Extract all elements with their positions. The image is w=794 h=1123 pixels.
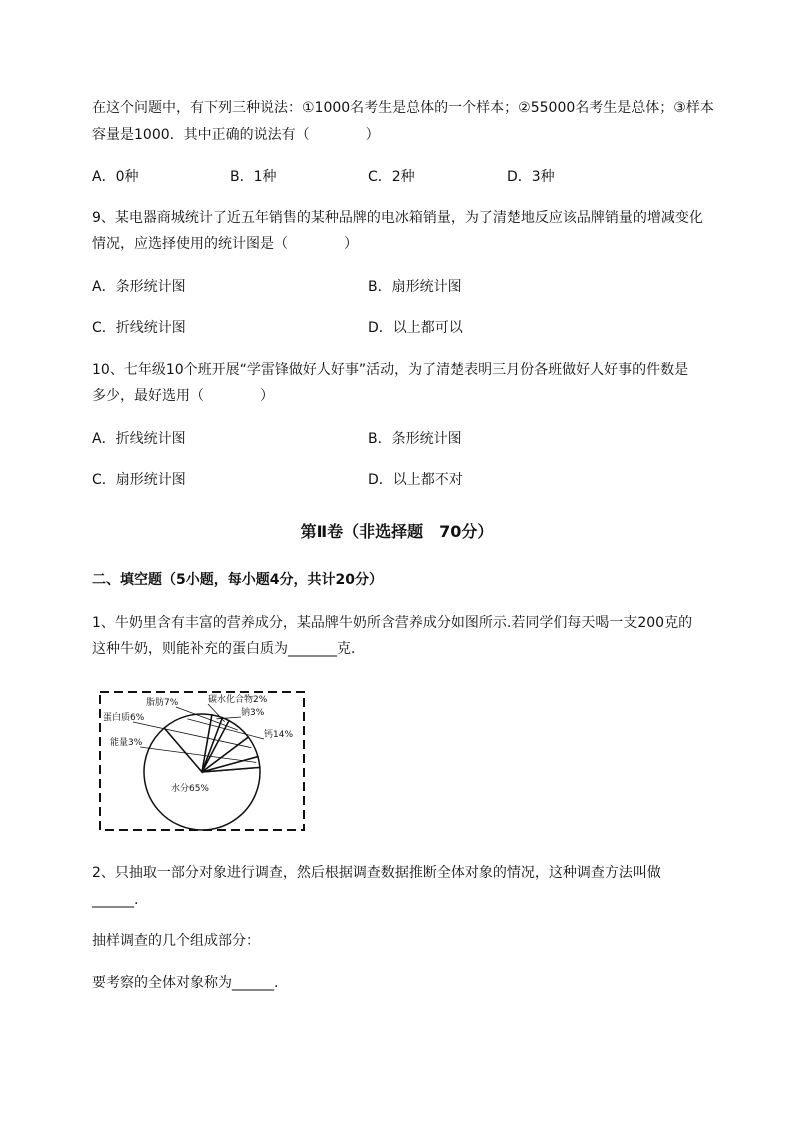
f1-text-line2: 这种牛奶，则能补充的蛋白质为_______克． [92, 641, 365, 657]
q8-option-c: C．2种 [368, 169, 415, 185]
f2-text-line1: 2、只抽取一部分对象进行调查，然后根据调查数据推断全体对象的情况，这种调查方法叫做 [92, 865, 661, 881]
q8-option-a: A．0种 [92, 169, 139, 185]
q8-option-d: D．3种 [507, 169, 555, 185]
pie-slice-label: 脂肪7% [146, 698, 179, 708]
pie-slice-label: 碳水化合物2% [208, 695, 268, 705]
q10-text-line2: 多少，最好选用（ ） [92, 388, 274, 404]
q9-text-line1: 9、某电器商城统计了近五年销售的某种品牌的电冰箱销量，为了清楚地反应该品牌销量的增减变化 [92, 210, 703, 226]
pie-slice-label: 钙14% [264, 730, 294, 740]
section-title: 第Ⅱ卷（非选择题 70分） [300, 522, 494, 541]
q8-text-line1: 在这个问题中，有下列三种说法：①1000名考生是总体的一个样本；②55000名考生是总体；③样本 [92, 100, 714, 116]
pie-slice-label: 钠3% [241, 708, 265, 718]
q9-option-b: B．扇形统计图 [368, 279, 462, 295]
f4-text-line1: 要考察的全体对象称为______. [92, 975, 279, 991]
pie-slice-label: 能量3% [110, 738, 143, 748]
nutrition-pie-chart [98, 690, 306, 832]
q8-text-line2: 容量是1000．其中正确的说法有（ ） [92, 127, 380, 143]
f3-text-line1: 抽样调查的几个组成部分： [92, 933, 260, 949]
pie-slice-label: 蛋白质6% [103, 713, 145, 723]
q9-text-line2: 情况，应选择使用的统计图是（ ） [92, 236, 358, 252]
q9-option-a: A．条形统计图 [92, 279, 186, 295]
pie-slice-label: 水分65% [170, 784, 210, 794]
q9-option-c: C．折线统计图 [92, 320, 186, 336]
f1-text-line1: 1、牛奶里含有丰富的营养成分，某品牌牛奶所含营养成分如图所示.若同学们每天喝一支200克的 [92, 615, 693, 631]
f2-text-line2: ______. [92, 892, 139, 908]
q10-text-line1: 10、七年级10个班开展“学雷锋做好人好事”活动，为了清楚表明三月份各班做好人好事的件数是 [92, 362, 689, 378]
q9-option-d: D．以上都可以 [368, 320, 463, 336]
section-heading: 二、填空题（5小题，每小题4分，共计20分） [92, 572, 383, 588]
q8-option-b: B．1种 [230, 169, 277, 185]
q10-option-b: B．条形统计图 [368, 431, 462, 447]
q10-option-c: C．扇形统计图 [92, 472, 186, 488]
q10-option-a: A．折线统计图 [92, 431, 186, 447]
q10-option-d: D．以上都不对 [368, 472, 463, 488]
